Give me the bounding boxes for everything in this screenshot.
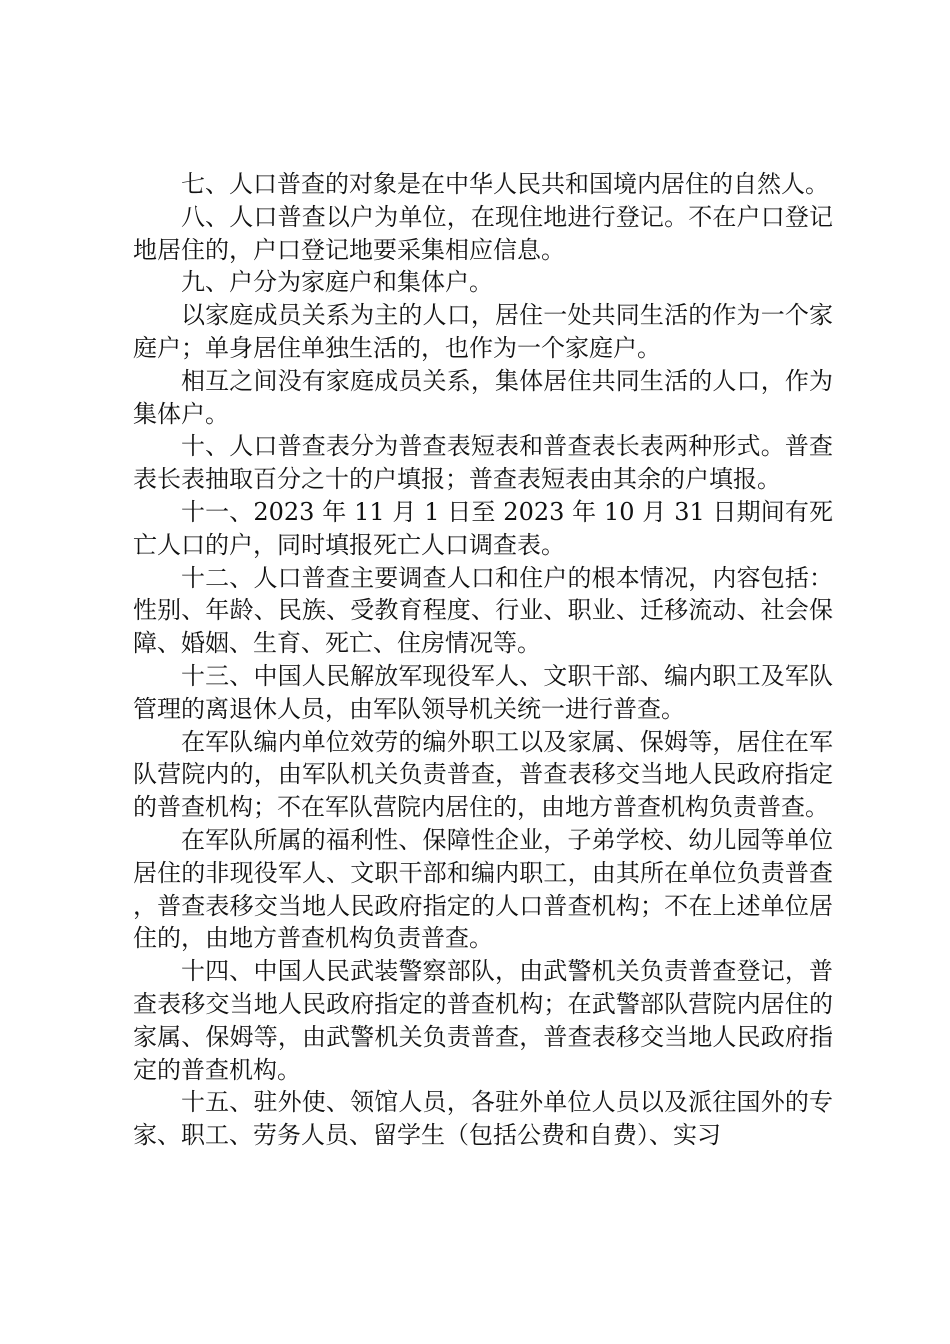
paragraph-family-household: 以家庭成员关系为主的人口，居住一处共同生活的作为一个家庭户；单身居住单独生活的，也作为一个家庭户。	[133, 301, 833, 362]
paragraph-article-11: 十一、2023 年 11 月 1 日至 2023 年 10 月 31 日期间有死亡人口的户，同时填报死亡人口调查表。	[133, 497, 833, 559]
document-page	[133, 168, 833, 1152]
paragraph-article-9: 九、户分为家庭户和集体户。	[181, 268, 493, 297]
paragraph-article-12: 十二、人口普查主要调查人口和住户的根本情况，内容包括：性别、年龄、民族、受教育程度、行业、职业、迁移流动、社会保障、婚姻、生育、死亡、住房情况等。	[133, 563, 833, 658]
paragraph-article-14: 十四、中国人民武装警察部队，由武警机关负责普查登记，普查表移交当地人民政府指定的普查机构；在武警部队营院内居住的家属、保姆等，由武警机关负责普查，普查表移交当地人民政府指定的普查机构。	[133, 957, 833, 1084]
paragraph-military-staff: 在军队编内单位效劳的编外职工以及家属、保姆等，居住在军队营院内的，由军队机关负责普查，普查表移交当地人民政府指定的普查机构；不在军队营院内居住的，由地方普查机构负责普查。	[133, 727, 833, 822]
paragraph-article-10: 十、人口普查表分为普查表短表和普查表长表两种形式。普查表长表抽取百分之十的户填报；普查表短表由其余的户填报。	[133, 432, 833, 494]
paragraph-collective-household: 相互之间没有家庭成员关系，集体居住共同生活的人口，作为集体户。	[133, 366, 833, 428]
paragraph-article-8: 八、人口普查以户为单位，在现住地进行登记。不在户口登记地居住的，户口登记地要采集相应信息。	[133, 202, 833, 264]
paragraph-article-7: 七、人口普查的对象是在中华人民共和国境内居住的自然人。	[181, 170, 829, 198]
paragraph-article-15: 十五、驻外使、领馆人员，各驻外单位人员以及派往国外的专家、职工、劳务人员、留学生（包括公费和自费）、实习	[133, 1088, 833, 1150]
paragraph-article-13: 十三、中国人民解放军现役军人、文职干部、编内职工及军队管理的离退休人员，由军队领导机关统一进行普查。	[133, 661, 833, 723]
paragraph-military-enterprises: 在军队所属的福利性、保障性企业，子弟学校、幼儿园等单位居住的非现役军人、文职干部和编内职工，由其所在单位负责普查，普查表移交当地人民政府指定的人口普查机构；不在上述单位居住的，由地方普查机构负责普查。	[133, 825, 833, 953]
